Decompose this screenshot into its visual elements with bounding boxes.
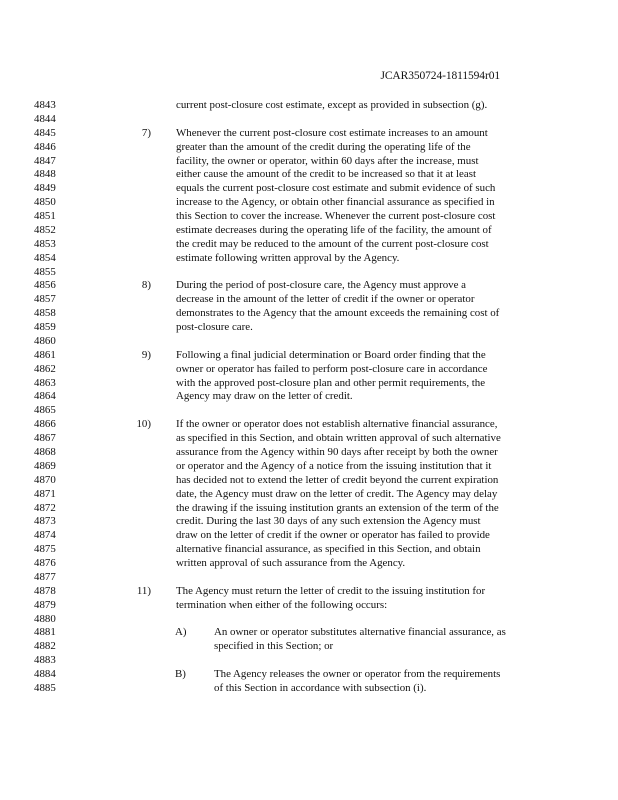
document-line [0,653,618,667]
line-number: 4872 [34,501,56,514]
line-text: the drawing if the issuing institution grants an extension of the term of the [176,501,499,514]
item-label: 8) [141,279,151,292]
document-line [0,570,618,584]
line-text: facility, the owner or operator, within 60 days after the increase, must [176,154,479,167]
line-number: 4845 [34,126,56,139]
line-text: assurance from the Agency within 90 days after receipt by both the owner [176,446,498,458]
line-number: 4863 [34,376,56,389]
line-text: The Agency must return the letter of credit to the issuing institution for [176,584,486,597]
line-text: or operator and the Agency of a notice from the issuing institution that it [176,459,492,472]
line-text: An owner or operator substitutes alternative financial assurance, as [214,626,506,639]
document-line [0,376,618,390]
line-text: written approval of such assurance from the Agency. [176,557,406,570]
line-number: 4843 [34,99,56,111]
item-label: B) [175,668,186,681]
line-text: increase to the Agency, or obtain other financial assurance as specified in [176,196,495,209]
document-line [0,251,618,265]
line-text: The Agency releases the owner or operator from the requirements [214,668,501,681]
document-line [0,625,618,639]
item-label: 9) [141,348,151,361]
document-line [0,501,618,515]
line-text: current post-closure cost estimate, except as provided in subsection (g). [176,99,488,111]
line-number: 4874 [34,529,56,542]
line-number: 4877 [34,570,56,583]
document-line [0,98,618,112]
document-line [0,459,618,473]
line-text: as specified in this Section, and obtain written approval of such alternative [176,432,501,445]
line-number: 4859 [34,321,56,334]
line-number: 4866 [34,418,56,431]
line-text: this Section to cover the increase. Whenever the current post-closure cost [176,210,496,223]
line-text: greater than the amount of the credit during the operating life of the [176,140,471,153]
line-number: 4848 [34,168,56,181]
line-number: 4847 [34,154,56,167]
line-text: specified in this Section; or [214,640,334,653]
document-line [0,542,618,556]
line-text: equals the current post-closure cost estimate and submit evidence of such [176,182,496,195]
line-text: estimate decreases during the operating life of the facility, the amount of [176,223,492,236]
document-line [0,195,618,209]
document-line [0,473,618,487]
document-line [0,487,618,501]
line-text: has decided not to extend the letter of credit beyond the current expiration [176,473,499,486]
line-number: 4885 [34,681,56,694]
document-line [0,306,618,320]
document-line [0,431,618,445]
document-line [0,292,618,306]
line-text: Whenever the current post-closure cost estimate increases to an amount [176,126,488,139]
document-line [0,389,618,403]
line-number: 4862 [34,362,56,375]
line-number: 4878 [34,584,56,597]
document-line [0,403,618,417]
document-line [0,154,618,168]
document-line [0,445,618,459]
line-number: 4876 [34,557,56,570]
document-line [0,140,618,154]
line-number: 4873 [34,515,56,528]
line-text: date, the Agency must draw on the letter of credit. The Agency may delay [176,487,498,500]
line-text: owner or operator has failed to perform post-closure care in accordance [176,362,488,375]
line-text: the credit may be reduced to the amount of the current post-closure cost [176,237,489,250]
document-line [0,584,618,598]
line-number: 4870 [34,473,56,486]
line-text: During the period of post-closure care, the Agency must approve a [176,279,467,292]
line-text: either cause the amount of the credit to be increased so that it at least [176,168,476,181]
document-line [0,209,618,223]
item-label: 7) [141,126,151,139]
document-line [0,265,618,279]
line-number: 4884 [34,668,56,681]
line-number: 4864 [34,390,56,403]
document-line [0,348,618,362]
item-label: 10) [136,418,151,431]
line-number: 4858 [34,307,56,320]
line-number: 4869 [34,459,56,472]
line-number: 4855 [34,265,56,278]
line-number: 4883 [34,654,56,667]
line-number: 4879 [34,598,56,611]
line-number: 4880 [34,612,56,625]
document-line [0,417,618,431]
line-text: of this Section in accordance with subsection (i). [214,681,427,694]
line-number: 4882 [34,640,56,653]
line-number: 4861 [34,348,56,361]
document-line [0,112,618,126]
document-line [0,556,618,570]
line-text: If the owner or operator does not establish alternative financial assurance, [176,418,498,431]
line-number: 4846 [34,140,56,153]
line-number: 4853 [34,237,56,250]
document-line [0,223,618,237]
item-label: 11) [136,584,151,597]
line-text: decrease in the amount of the letter of credit if the owner or operator [176,293,475,306]
document-line [0,237,618,251]
line-text: termination when either of the following occurs: [176,598,388,611]
line-number: 4850 [34,196,56,209]
line-number: 4851 [34,210,56,223]
document-line [0,167,618,181]
line-text: demonstrates to the Agency that the amount exceeds the remaining cost of [176,307,500,320]
document-line [0,528,618,542]
document-line [0,181,618,195]
document-line [0,639,618,653]
document-line [0,667,618,681]
document-line [0,612,618,626]
document-line [0,126,618,140]
item-label: A) [175,626,187,639]
line-number: 4849 [34,182,56,195]
document-id-header: JCAR350724-1811594r01 [380,70,500,82]
line-number: 4844 [34,112,56,125]
line-number: 4865 [34,404,56,417]
document-line [0,362,618,376]
line-text: alternative financial assurance, as specified in this Section, and obtain [176,543,481,556]
document-line [0,681,618,695]
line-number: 4867 [34,432,56,445]
line-text: credit. During the last 30 days of any such extension the Agency must [176,515,481,528]
line-text: Agency may draw on the letter of credit. [176,390,353,403]
document-line [0,514,618,528]
line-number: 4875 [34,543,56,556]
document-line [0,334,618,348]
line-text: with the approved post-closure plan and other permit requirements, the [176,376,486,389]
line-text: estimate following written approval by the Agency. [176,251,400,264]
line-number: 4881 [34,626,56,639]
line-number: 4856 [34,279,56,292]
line-number: 4871 [34,487,56,500]
line-number: 4854 [34,251,56,264]
line-number: 4852 [34,223,56,236]
line-text: draw on the letter of credit if the owner or operator has failed to provide [176,529,490,542]
line-text: post-closure care. [176,321,253,334]
document-line [0,320,618,334]
document-line [0,598,618,612]
line-number: 4868 [34,446,56,458]
line-text: Following a final judicial determination or Board order finding that the [176,348,486,361]
document-line [0,278,618,292]
line-number: 4857 [34,293,56,306]
line-number: 4860 [34,334,56,347]
